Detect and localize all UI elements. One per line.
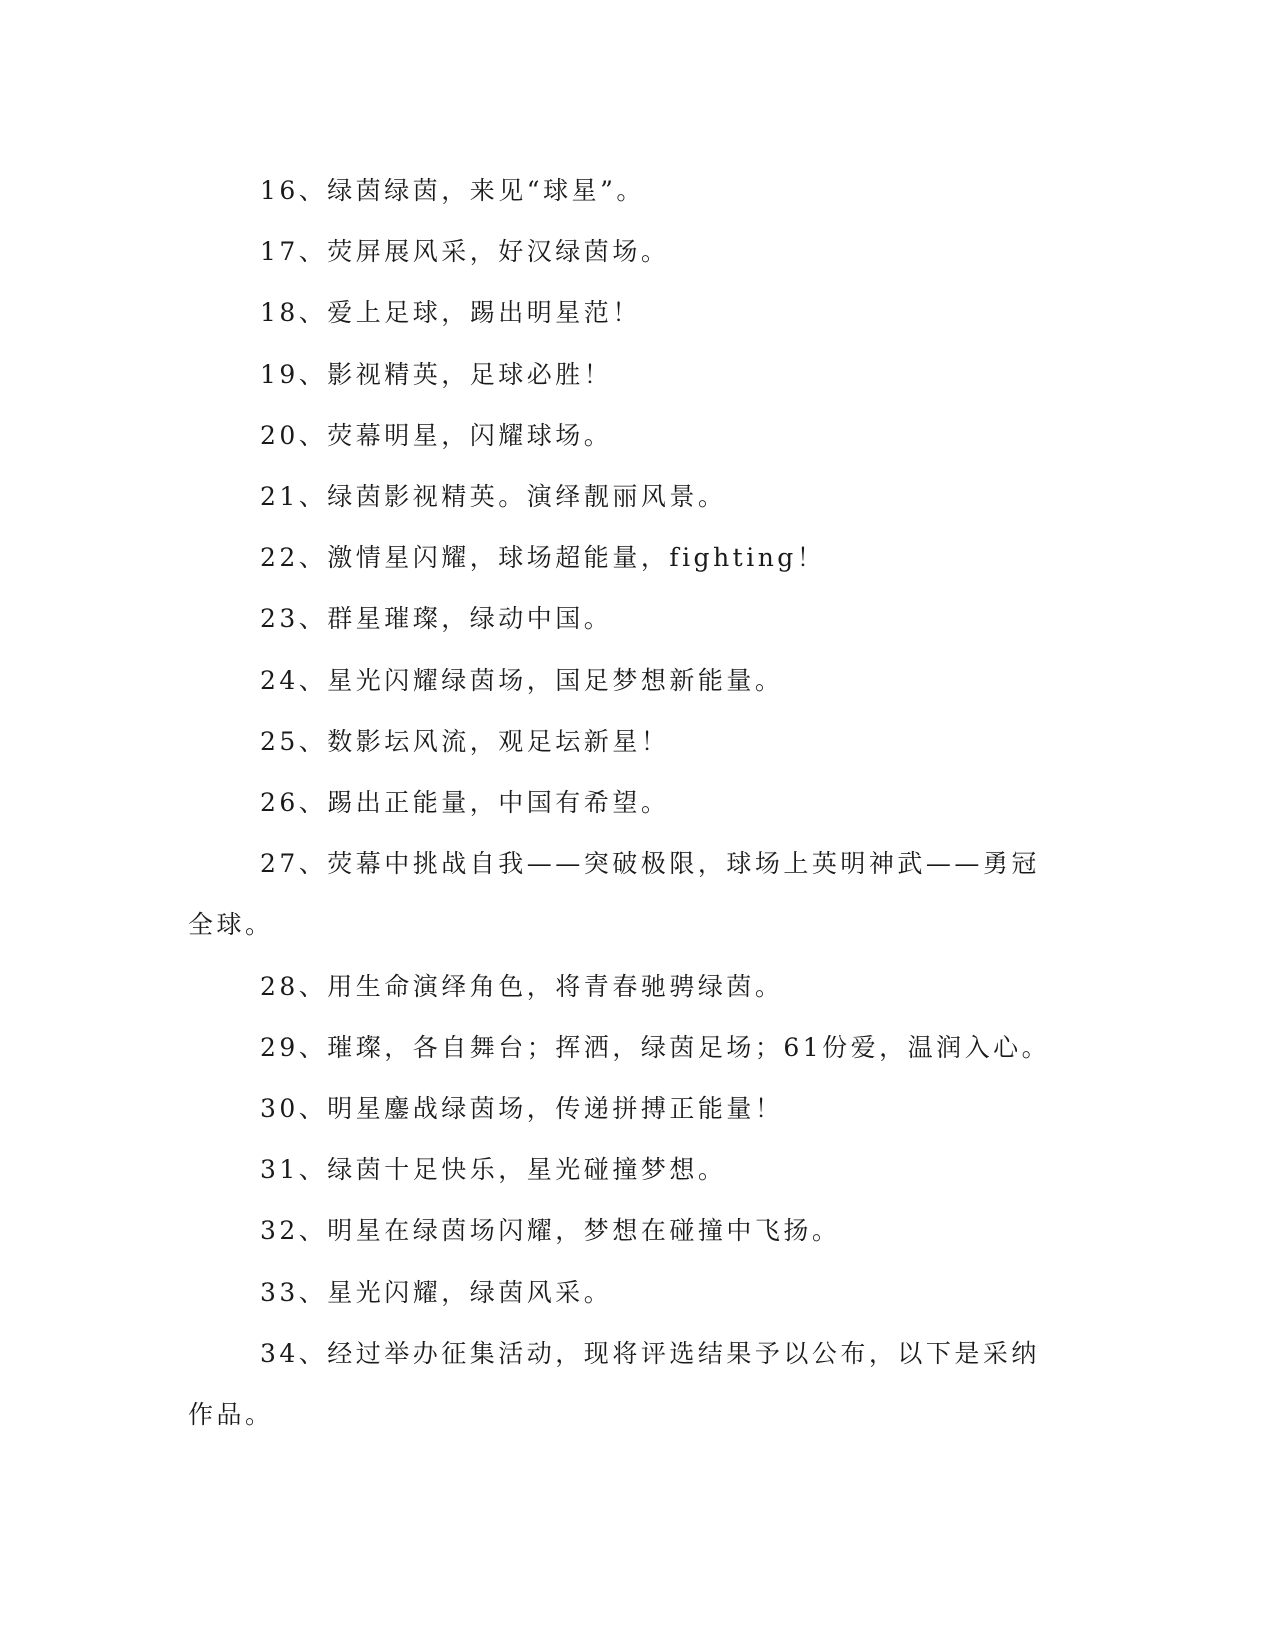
slogan-item-26: 26、踢出正能量，中国有希望。: [260, 788, 670, 818]
slogan-item-34: 34、经过举办征集活动，现将评选结果予以公布，以下是采纳作品。: [188, 1338, 1040, 1430]
slogan-item-17: 17、荧屏展风采，好汉绿茵场。: [260, 237, 670, 267]
slogan-item-30: 30、明星鏖战绿茵场，传递拼搏正能量！: [260, 1094, 784, 1124]
slogan-item-23: 23、群星璀璨，绿动中国。: [260, 604, 613, 634]
slogan-item-16: 16、绿茵绿茵，来见“球星”。: [260, 176, 645, 205]
slogan-item-28: 28、用生命演绎角色，将青春驰骋绿茵。: [260, 971, 784, 1001]
slogan-item-19: 19、影视精英，足球必胜！: [260, 359, 613, 389]
slogan-item-33: 33、星光闪耀，绿茵风采。: [260, 1277, 613, 1307]
slogan-item-25: 25、数影坛风流，观足坛新星！: [260, 726, 670, 756]
slogan-item-22: 22、激情星闪耀，球场超能量，fighting！: [260, 543, 826, 573]
slogan-item-32: 32、明星在绿茵场闪耀，梦想在碰撞中飞扬。: [260, 1216, 841, 1246]
slogan-item-21: 21、绿茵影视精英。演绎靓丽风景。: [260, 482, 727, 512]
slogan-item-27: 27、荧幕中挑战自我——突破极限，球场上英明神武——勇冠全球。: [188, 849, 1040, 940]
slogan-item-31: 31、绿茵十足快乐，星光碰撞梦想。: [260, 1155, 727, 1185]
slogan-item-24: 24、星光闪耀绿茵场，国足梦想新能量。: [260, 665, 784, 695]
slogan-item-18: 18、爱上足球，踢出明星范！: [260, 298, 641, 328]
document-body: [188, 160, 1068, 1445]
slogan-item-29: 29、璀璨，各自舞台；挥洒，绿茵足场；61份爱，温润入心。: [260, 1032, 1051, 1062]
slogan-item-20: 20、荧幕明星，闪耀球场。: [260, 420, 613, 450]
